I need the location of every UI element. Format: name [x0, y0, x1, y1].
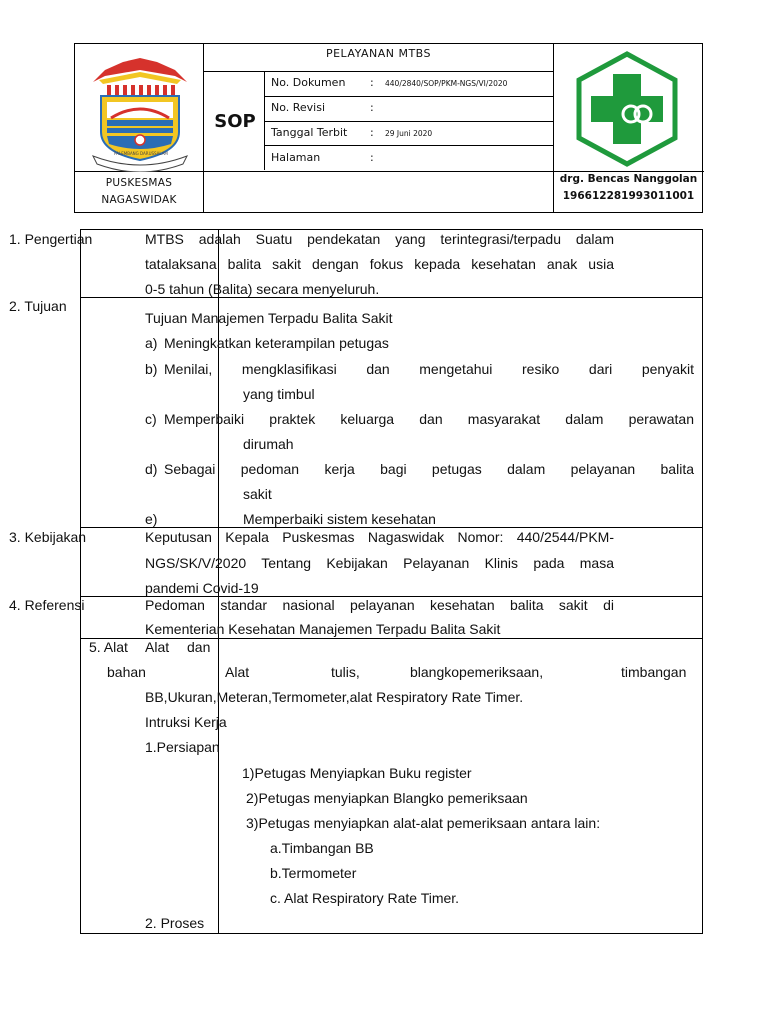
field-label-no-revisi: No. Revisi — [271, 101, 326, 114]
label-dan: dan — [187, 639, 211, 655]
signatory — [553, 171, 704, 205]
pengertian-line-1: MTBS adalah Suatu pendekatan yang terintegrasi/terpadu dalam — [145, 231, 614, 247]
persiapan-subitem-a: a.Timbangan BB — [270, 840, 374, 856]
tujuan-marker: e) — [145, 511, 158, 527]
tujuan-item-b: Menilai, mengklasifikasi dan mengetahui resiko dari penyakit — [164, 361, 694, 377]
alat-heading: Alat — [145, 639, 170, 655]
kebijakan-line-2: NGS/SK/V/2020 Tentang Kebijakan Pelayanan Klinis pada masa — [145, 555, 614, 571]
field-colon: : — [370, 101, 374, 114]
tujuan-marker: b) — [145, 361, 158, 377]
alat-word-4: timbangan — [621, 664, 687, 680]
alat-word-2: tulis, — [331, 664, 360, 680]
institution-name — [75, 175, 203, 209]
field-label-no-dokumen: No. Dokumen — [271, 76, 346, 89]
label-alat: 5. Alat — [89, 639, 128, 655]
label-kebijakan: 3. Kebijakan — [9, 529, 87, 545]
pengertian-line-3: 0-5 tahun (Balita) secara menyeluruh. — [145, 281, 380, 297]
tujuan-item-a: Meningkatkan keterampilan petugas — [164, 335, 389, 351]
label-tujuan: 2. Tujuan — [9, 298, 67, 314]
tujuan-item-e: Memperbaiki sistem kesehatan — [243, 511, 436, 527]
label-bahan: bahan — [107, 664, 146, 680]
kemenkes-logo — [571, 50, 683, 168]
persiapan-step-3: 3)Petugas menyiapkan alat-alat pemeriksaan antara lain: — [246, 815, 601, 831]
persiapan-heading: 1.Persiapan — [145, 739, 220, 755]
field-value-tanggal-terbit: 29 Juni 2020 — [385, 129, 433, 138]
persiapan-step-1: 1)Petugas Menyiapkan Buku register — [242, 765, 472, 781]
emblem-banner-text: PALEMBANG DARUSSALAM — [114, 151, 168, 156]
field-value-no-dokumen: 440/2840/SOP/PKM-NGS/VI/2020 — [385, 79, 508, 88]
institution-line-2: NAGASWIDAK — [101, 194, 177, 206]
tujuan-item-d: Sebagai pedoman kerja bagi petugas dalam pelayanan balita — [164, 461, 694, 477]
tujuan-marker: a) — [145, 335, 158, 351]
signatory-name: drg. Bencas Nanggolan — [559, 173, 698, 185]
label-pengertian: 1. Pengertian — [9, 231, 93, 247]
field-label-tanggal-terbit: Tanggal Terbit — [271, 126, 348, 139]
alat-word-3: blangkopemeriksaan, — [410, 664, 544, 680]
persiapan-step-2: 2)Petugas menyiapkan Blangko pemeriksaan — [246, 790, 528, 806]
tujuan-item-c: Memperbaiki praktek keluarga dan masyarakat dalam perawatan — [164, 411, 694, 427]
signatory-nip: 196612281993011001 — [562, 190, 695, 202]
tujuan-item-b-cont: yang timbul — [243, 386, 315, 402]
document-title: PELAYANAN MTBS — [325, 47, 432, 60]
kebijakan-line-1: Keputusan Kepala Puskesmas Nagaswidak Nomor: 440/2544/PKM- — [145, 529, 614, 545]
sop-label: SOP — [214, 111, 256, 132]
tujuan-marker: c) — [145, 411, 157, 427]
persiapan-subitem-b: b.Termometer — [270, 865, 357, 881]
label-referensi: 4. Referensi — [9, 597, 85, 613]
tujuan-item-c-cont: dirumah — [243, 436, 294, 452]
field-colon: : — [370, 126, 374, 139]
tujuan-marker: d) — [145, 461, 158, 477]
proses-heading: 2. Proses — [145, 915, 205, 931]
field-colon: : — [370, 151, 374, 164]
institution-line-1: PUSKESMAS — [105, 177, 173, 189]
pengertian-line-2: tatalaksana balita sakit dengan fokus kepada kesehatan anak usia — [145, 256, 614, 272]
field-colon: : — [370, 76, 374, 89]
referensi-line-1: Pedoman standar nasional pelayanan kesehatan balita sakit di — [145, 597, 614, 613]
tujuan-intro: Tujuan Manajemen Terpadu Balita Sakit — [145, 310, 393, 326]
tujuan-item-d-cont: sakit — [243, 486, 272, 502]
instruksi-kerja: Intruksi Kerja — [145, 714, 227, 730]
sop-header-table — [74, 43, 703, 213]
alat-word-1: Alat — [225, 664, 250, 680]
field-label-halaman: Halaman — [271, 151, 321, 164]
alat-line-2: BB,Ukuran,Meteran,Termometer,alat Respiratory Rate Timer. — [145, 689, 524, 705]
referensi-line-2: Kementerian Kesehatan Manajemen Terpadu Balita Sakit — [145, 621, 501, 637]
kebijakan-line-3: pandemi Covid-19 — [145, 580, 259, 596]
persiapan-subitem-c: c. Alat Respiratory Rate Timer. — [270, 890, 460, 906]
